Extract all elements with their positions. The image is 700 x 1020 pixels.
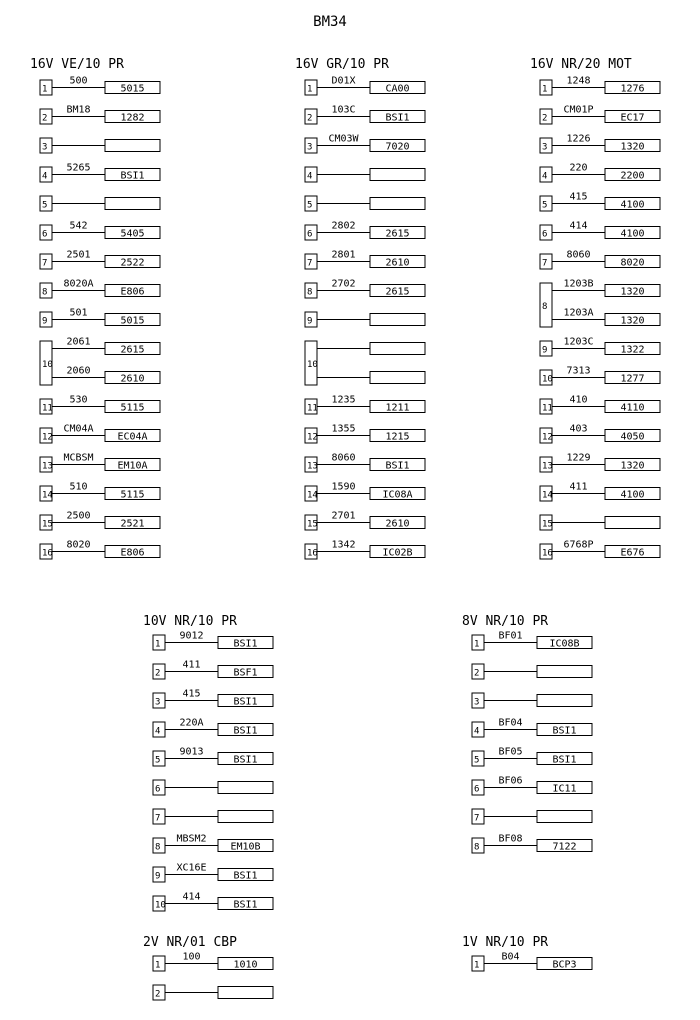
pin-7: [472, 809, 592, 824]
wire-label: 8060: [566, 249, 591, 261]
wire-label: 9013: [179, 746, 204, 758]
pin-number: 1: [307, 84, 313, 95]
destination-label: BCP3: [552, 959, 577, 971]
pin-2: [540, 105, 660, 125]
pin-10: [540, 366, 660, 386]
pin-6: [540, 221, 660, 241]
pin-number: 13: [307, 461, 318, 472]
pin-number: 3: [542, 142, 548, 153]
wire-label: 9012: [179, 630, 204, 642]
destination-label: 2615: [385, 286, 410, 298]
wire-label: 2500: [66, 510, 91, 522]
destination-label: 2615: [385, 228, 410, 240]
destination-label: 1322: [620, 344, 645, 356]
destination-label: IC11: [552, 783, 577, 795]
pin-number: 4: [42, 171, 48, 182]
pin-number: 2: [155, 989, 161, 1000]
pin-13: [305, 453, 425, 473]
destination-label: 8020: [620, 257, 645, 269]
destination-box: [370, 198, 425, 210]
wire-label: BF08: [498, 833, 523, 845]
pin-2: [472, 664, 592, 679]
diagram-title: BM34: [313, 14, 347, 30]
pin-11: [540, 395, 660, 415]
destination-label: 2200: [620, 170, 645, 182]
connector-header: 16V NR/20 MOT: [530, 57, 632, 72]
connectors-layer: [30, 57, 660, 1000]
pin-number: 14: [542, 490, 553, 501]
destination-box: [218, 811, 273, 823]
wire-label: MBSM2: [176, 833, 207, 845]
pin-1: [305, 76, 425, 96]
pin-number: 16: [542, 548, 553, 559]
pin-number: 10: [42, 360, 53, 370]
connector-header: 8V NR/10 PR: [462, 614, 549, 629]
pin-number: 13: [542, 461, 553, 472]
wire-label: 1203C: [563, 336, 594, 348]
destination-box: [370, 372, 425, 384]
pin-8: [472, 834, 592, 854]
wire-label: BF01: [498, 630, 523, 642]
wire-label: 2501: [66, 249, 91, 261]
destination-label: IC08A: [382, 489, 413, 501]
pin-8: [305, 279, 425, 299]
destination-box: [105, 198, 160, 210]
pin-number: 4: [307, 171, 313, 182]
pin-12: [40, 424, 160, 444]
wire-label: 510: [69, 481, 88, 493]
wire-label: 220A: [179, 717, 204, 729]
wire-label: 2702: [331, 278, 356, 290]
wire-label: 530: [69, 394, 88, 406]
pin-14: [540, 482, 660, 502]
wire-label: BF06: [498, 775, 523, 787]
destination-box: [105, 140, 160, 152]
pin-number: 6: [42, 229, 48, 240]
pin-1: [540, 76, 660, 96]
destination-label: 1277: [620, 373, 645, 385]
pin-5: [40, 196, 160, 211]
destination-label: 1320: [620, 315, 645, 327]
pin-number: 16: [307, 548, 318, 559]
pin-12: [540, 424, 660, 444]
pin-15: [540, 515, 660, 530]
wire-label: 2060: [66, 365, 91, 377]
pin-number: 8: [474, 842, 480, 853]
destination-label: IC02B: [382, 547, 413, 559]
pin-3: [153, 689, 273, 709]
pin-number: 2: [542, 113, 548, 124]
wire-label: 414: [182, 891, 201, 903]
pin-7: [40, 250, 160, 270]
pin-14: [40, 482, 160, 502]
pin-1: [153, 631, 273, 651]
pin-number: 1: [155, 960, 161, 971]
destination-box: [370, 314, 425, 326]
pin-9: [305, 312, 425, 327]
pin-number: 2: [42, 113, 48, 124]
pin-15: [40, 511, 160, 531]
wire-label: 1590: [331, 481, 356, 493]
destination-label: 1276: [620, 83, 645, 95]
pin-number: 8: [155, 842, 161, 853]
wire-label: 8020A: [63, 278, 94, 290]
wire-label: 6768P: [563, 539, 594, 551]
pin-15: [305, 511, 425, 531]
pin-5: [153, 747, 273, 767]
destination-label: 2522: [120, 257, 145, 269]
destination-label: BSI1: [385, 460, 410, 472]
pin-4: [305, 167, 425, 182]
wire-label: 1203A: [563, 307, 594, 319]
pin-16: [305, 540, 425, 560]
destination-label: 2610: [385, 518, 410, 530]
wire-label: XC16E: [176, 862, 207, 874]
pin-9: [40, 308, 160, 328]
destination-label: EC17: [620, 112, 645, 124]
pin-number: 6: [542, 229, 548, 240]
destination-label: BSI1: [233, 696, 258, 708]
pin-10: [305, 341, 425, 385]
pin-number: 11: [307, 403, 318, 414]
connector-5: [462, 614, 592, 853]
connector-header: 16V GR/10 PR: [295, 57, 389, 72]
destination-label: BSI1: [233, 638, 258, 650]
destination-box: [370, 343, 425, 355]
destination-label: BSI1: [120, 170, 145, 182]
wire-label: BF05: [498, 746, 523, 758]
pin-number: 7: [474, 813, 480, 824]
pin-number: 9: [307, 316, 313, 327]
pin-number: 1: [474, 960, 480, 971]
pin-number: 14: [42, 490, 53, 501]
wire-label: 501: [69, 307, 88, 319]
wire-label: 1203B: [563, 278, 594, 290]
pin-number: 4: [474, 726, 480, 737]
destination-label: 2610: [385, 257, 410, 269]
pin-8: [153, 834, 273, 854]
pin-4: [153, 718, 273, 738]
pin-2: [153, 985, 273, 1000]
destination-label: 4110: [620, 402, 645, 414]
pin-number: 7: [307, 258, 313, 269]
wire-label: 415: [182, 688, 201, 700]
pin-9: [540, 337, 660, 357]
pin-number: 15: [42, 519, 53, 530]
pin-4: [540, 163, 660, 183]
pin-5: [540, 192, 660, 212]
wire-label: 414: [569, 220, 588, 232]
pin-number: 12: [307, 432, 318, 443]
wire-label: 5265: [66, 162, 91, 174]
destination-label: 1211: [385, 402, 410, 414]
destination-label: E806: [120, 547, 145, 559]
pin-13: [540, 453, 660, 473]
pin-6: [153, 780, 273, 795]
pin-1: [472, 952, 592, 972]
pin-3: [305, 134, 425, 154]
pin-13: [40, 453, 160, 473]
pin-number: 2: [307, 113, 313, 124]
connector-2: [295, 57, 425, 559]
connector-6: [143, 935, 273, 1000]
pin-number: 5: [42, 200, 48, 211]
pin-number: 10: [155, 900, 166, 911]
wire-label: 1229: [566, 452, 591, 464]
wire-label: 542: [69, 220, 88, 232]
wire-label: 403: [569, 423, 588, 435]
destination-label: 5405: [120, 228, 145, 240]
pin-8: [540, 279, 660, 328]
destination-label: 7122: [552, 841, 577, 853]
pin-number: 14: [307, 490, 318, 501]
pin-number: 6: [474, 784, 480, 795]
connector-header: 2V NR/01 CBP: [143, 935, 237, 950]
destination-box: [370, 169, 425, 181]
wire-label: 411: [182, 659, 201, 671]
destination-box: [537, 666, 592, 678]
pin-number: 9: [542, 345, 548, 356]
destination-label: BSI1: [233, 899, 258, 911]
pin-7: [153, 809, 273, 824]
destination-label: 5015: [120, 315, 145, 327]
wire-label: 410: [569, 394, 588, 406]
wire-label: 8060: [331, 452, 356, 464]
pin-8: [40, 279, 160, 299]
destination-box: [218, 782, 273, 794]
pin-4: [40, 163, 160, 183]
destination-label: E806: [120, 286, 145, 298]
wire-label: 1355: [331, 423, 356, 435]
destination-label: BSI1: [385, 112, 410, 124]
wire-label: 8020: [66, 539, 91, 551]
destination-box: [537, 695, 592, 707]
destination-box: [605, 517, 660, 529]
pin-10: [153, 892, 273, 912]
wire-label: 2801: [331, 249, 356, 261]
pin-number: 5: [307, 200, 313, 211]
pin-number: 3: [474, 697, 480, 708]
pin-16: [540, 540, 660, 560]
pin-9: [153, 863, 273, 883]
pin-number: 12: [542, 432, 553, 443]
wire-label: 7313: [566, 365, 591, 377]
pin-number: 4: [542, 171, 548, 182]
pin-4: [472, 718, 592, 738]
destination-label: 4100: [620, 199, 645, 211]
connector-4: [143, 614, 273, 911]
pin-number: 11: [542, 403, 553, 414]
wire-label: 1235: [331, 394, 356, 406]
pin-number: 7: [155, 813, 161, 824]
pin-number: 12: [42, 432, 53, 443]
destination-label: BSI1: [233, 725, 258, 737]
pin-3: [540, 134, 660, 154]
pin-number: 15: [307, 519, 318, 530]
destination-label: 1320: [620, 141, 645, 153]
wire-label: 411: [569, 481, 588, 493]
wire-label: CM01P: [563, 104, 594, 116]
destination-label: 7020: [385, 141, 410, 153]
pin-1: [153, 952, 273, 972]
destination-label: 2521: [120, 518, 145, 530]
destination-label: 4100: [620, 228, 645, 240]
connector-header: 10V NR/10 PR: [143, 614, 237, 629]
pin-number: 5: [474, 755, 480, 766]
destination-label: 1282: [120, 112, 145, 124]
destination-label: 4050: [620, 431, 645, 443]
destination-label: BSI1: [552, 754, 577, 766]
pin-number: 15: [542, 519, 553, 530]
destination-label: EC04A: [117, 431, 148, 443]
wire-label: 1342: [331, 539, 356, 551]
wire-label: 500: [69, 75, 88, 87]
pin-number: 9: [155, 871, 161, 882]
connector-header: 16V VE/10 PR: [30, 57, 124, 72]
destination-label: 1320: [620, 286, 645, 298]
destination-label: 1215: [385, 431, 410, 443]
wire-label: 103C: [331, 104, 356, 116]
wire-label: CM03W: [328, 133, 359, 145]
pin-14: [305, 482, 425, 502]
destination-label: BSI1: [233, 870, 258, 882]
pin-number: 10: [542, 374, 553, 385]
pin-6: [305, 221, 425, 241]
pin-6: [472, 776, 592, 796]
destination-label: BSI1: [552, 725, 577, 737]
pin-number: 5: [542, 200, 548, 211]
pin-number: 2: [155, 668, 161, 679]
destination-box: [537, 811, 592, 823]
wire-label: D01X: [331, 75, 356, 87]
pin-number: 10: [307, 360, 318, 370]
connector-7: [462, 935, 592, 971]
pin-7: [540, 250, 660, 270]
pin-2: [153, 660, 273, 680]
wire-label: 1226: [566, 133, 591, 145]
pin-number: 9: [42, 316, 48, 327]
pin-10: [40, 337, 160, 386]
destination-label: 1320: [620, 460, 645, 472]
pin-number: 16: [42, 548, 53, 559]
pin-number: 3: [42, 142, 48, 153]
pin-number: 6: [307, 229, 313, 240]
pin-number: 1: [155, 639, 161, 650]
pin-5: [472, 747, 592, 767]
pin-number: 2: [474, 668, 480, 679]
pin-number: 8: [542, 302, 548, 312]
pin-number: 1: [42, 84, 48, 95]
pin-number: 8: [42, 287, 48, 298]
pin-number: 1: [542, 84, 548, 95]
pin-3: [472, 693, 592, 708]
pin-7: [305, 250, 425, 270]
destination-label: EM10B: [230, 841, 261, 853]
pin-number: 3: [307, 142, 313, 153]
pin-16: [40, 540, 160, 560]
wire-label: 220: [569, 162, 588, 174]
wire-label: 100: [182, 951, 201, 963]
connector-header: 1V NR/10 PR: [462, 935, 549, 950]
destination-label: 2615: [120, 344, 145, 356]
pin-12: [305, 424, 425, 444]
pin-2: [40, 105, 160, 125]
wire-label: BF04: [498, 717, 523, 729]
pin-number: 3: [155, 697, 161, 708]
connector-1: [30, 57, 160, 559]
destination-label: BSI1: [233, 754, 258, 766]
destination-box: [218, 987, 273, 999]
pin-number: 13: [42, 461, 53, 472]
pin-6: [40, 221, 160, 241]
pin-number: 5: [155, 755, 161, 766]
pin-number: 1: [474, 639, 480, 650]
pin-number: 6: [155, 784, 161, 795]
destination-label: E676: [620, 547, 645, 559]
destination-label: 5015: [120, 83, 145, 95]
destination-label: 4100: [620, 489, 645, 501]
wire-label: 2061: [66, 336, 91, 348]
destination-label: EM10A: [117, 460, 148, 472]
pin-1: [472, 631, 592, 651]
destination-label: 2610: [120, 373, 145, 385]
destination-label: BSF1: [233, 667, 258, 679]
destination-label: 5115: [120, 489, 145, 501]
pin-1: [40, 76, 160, 96]
pin-3: [40, 138, 160, 153]
wire-label: B04: [501, 951, 520, 963]
wire-label: BM18: [66, 104, 91, 116]
wire-label: 415: [569, 191, 588, 203]
destination-label: CA00: [385, 83, 410, 95]
wire-label: MCBSM: [63, 452, 94, 464]
pin-11: [305, 395, 425, 415]
pin-number: 7: [542, 258, 548, 269]
destination-label: IC08B: [549, 638, 580, 650]
pin-5: [305, 196, 425, 211]
wire-label: 2802: [331, 220, 356, 232]
pin-number: 8: [307, 287, 313, 298]
pin-number: 11: [42, 403, 53, 414]
wire-label: 2701: [331, 510, 356, 522]
pin-11: [40, 395, 160, 415]
destination-label: 1010: [233, 959, 258, 971]
destination-label: 5115: [120, 402, 145, 414]
pin-number: 7: [42, 258, 48, 269]
wire-label: 1248: [566, 75, 591, 87]
wire-label: CM04A: [63, 423, 94, 435]
pin-2: [305, 105, 425, 125]
pin-number: 4: [155, 726, 161, 737]
connector-3: [530, 57, 660, 559]
